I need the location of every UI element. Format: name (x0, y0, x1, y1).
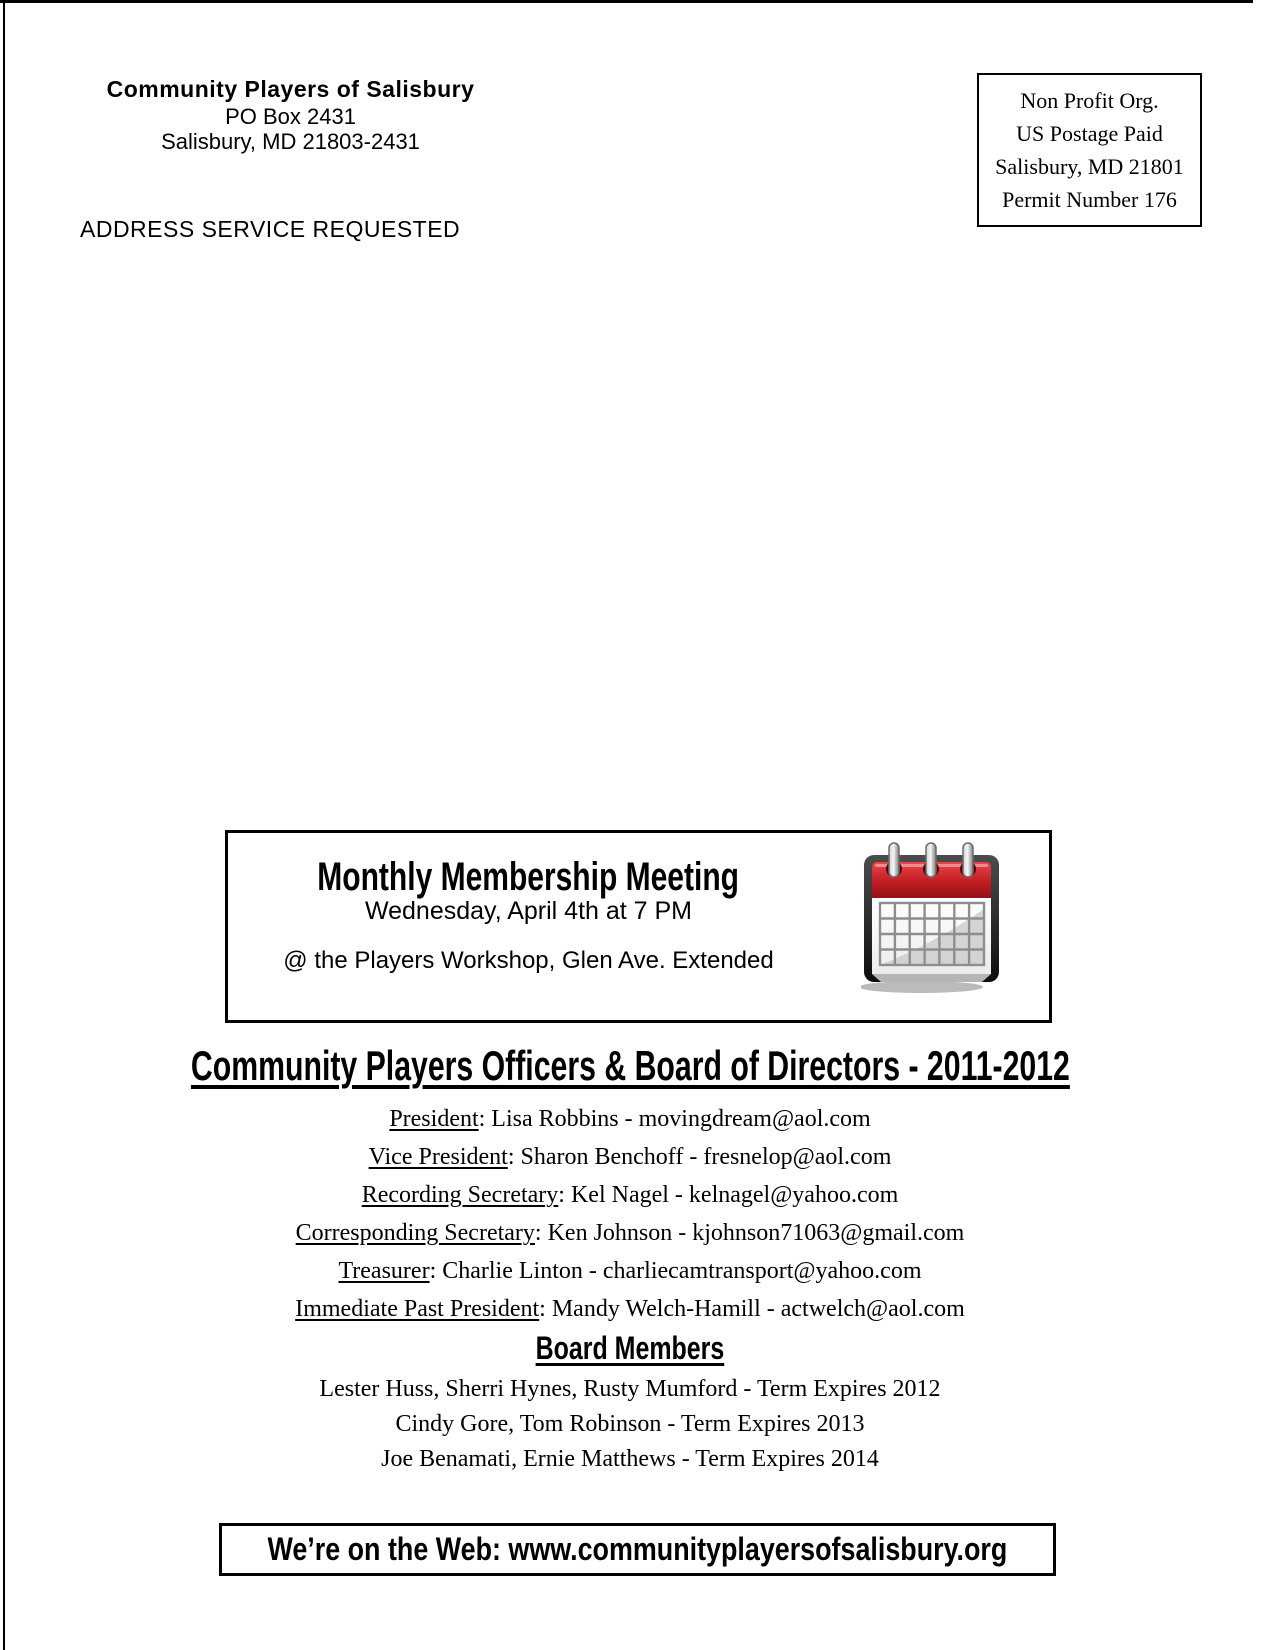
officer-detail: : Mandy Welch-Hamill - actwelch@aol.com (539, 1296, 965, 1322)
postage-line2: US Postage Paid (1016, 121, 1163, 146)
officer-detail: : Kel Nagel - kelnagel@yahoo.com (558, 1182, 899, 1208)
officer-detail: : Lisa Robbins - movingdream@aol.com (478, 1106, 871, 1132)
officer-role: Immediate Past President (295, 1296, 540, 1322)
board-member-rows (0, 1372, 1260, 1477)
board-row-2012: Lester Huss, Sherri Hynes, Rusty Mumford - Term Expires 2012 (319, 1376, 941, 1402)
officer-list (0, 1100, 1260, 1328)
website-banner-text: We’re on the Web: www.communityplayersofsalisbury.org (267, 1531, 1008, 1567)
meeting-announcement-box (225, 830, 1052, 1023)
officer-role: President (389, 1106, 479, 1132)
postage-line3: Salisbury, MD 21801 (995, 154, 1184, 179)
officer-line-corresponding-secretary (0, 1214, 1260, 1252)
board-row-2014: Joe Benamati, Ernie Matthews - Term Expires 2014 (381, 1446, 879, 1472)
return-address-block (83, 74, 498, 154)
meeting-location: @ the Players Workshop, Glen Ave. Extended (283, 947, 774, 974)
page-border-top (0, 0, 1253, 3)
postage-permit-box (977, 73, 1202, 227)
officer-line-recording-secretary (0, 1176, 1260, 1214)
officer-role: Vice President (368, 1144, 508, 1170)
board-row-2013: Cindy Gore, Tom Robinson - Term Expires 2013 (395, 1411, 865, 1437)
officer-detail: : Ken Johnson - kjohnson71063@gmail.com (534, 1220, 965, 1246)
sender-name: Community Players of Salisbury (106, 76, 475, 102)
officer-line-president (0, 1100, 1260, 1138)
officer-role: Treasurer (338, 1258, 430, 1284)
officer-line-vice-president (0, 1138, 1260, 1176)
meeting-title: Monthly Membership Meeting (317, 855, 740, 899)
officer-detail: : Sharon Benchoff - fresnelop@aol.com (507, 1144, 892, 1170)
postage-line4: Permit Number 176 (1002, 187, 1177, 212)
calendar-icon (861, 841, 1007, 994)
meeting-datetime: Wednesday, April 4th at 7 PM (364, 897, 693, 925)
address-service-note: ADDRESS SERVICE REQUESTED (80, 216, 461, 242)
officer-role: Recording Secretary (361, 1182, 559, 1208)
postage-line1: Non Profit Org. (1020, 88, 1159, 113)
officer-line-immediate-past-president (0, 1290, 1260, 1328)
sender-address-line2: Salisbury, MD 21803-2431 (161, 129, 420, 154)
board-members-heading: Board Members (535, 1330, 725, 1366)
officer-role: Corresponding Secretary (295, 1220, 535, 1246)
sender-address-line1: PO Box 2431 (225, 104, 356, 129)
website-banner-box (219, 1523, 1056, 1576)
officers-section-heading: Community Players Officers & Board of Directors - 2011-2012 (190, 1042, 1070, 1089)
officer-detail: : Charlie Linton - charliecamtransport@yahoo.com (429, 1258, 922, 1284)
officer-line-treasurer (0, 1252, 1260, 1290)
meeting-text-block (246, 833, 811, 1020)
